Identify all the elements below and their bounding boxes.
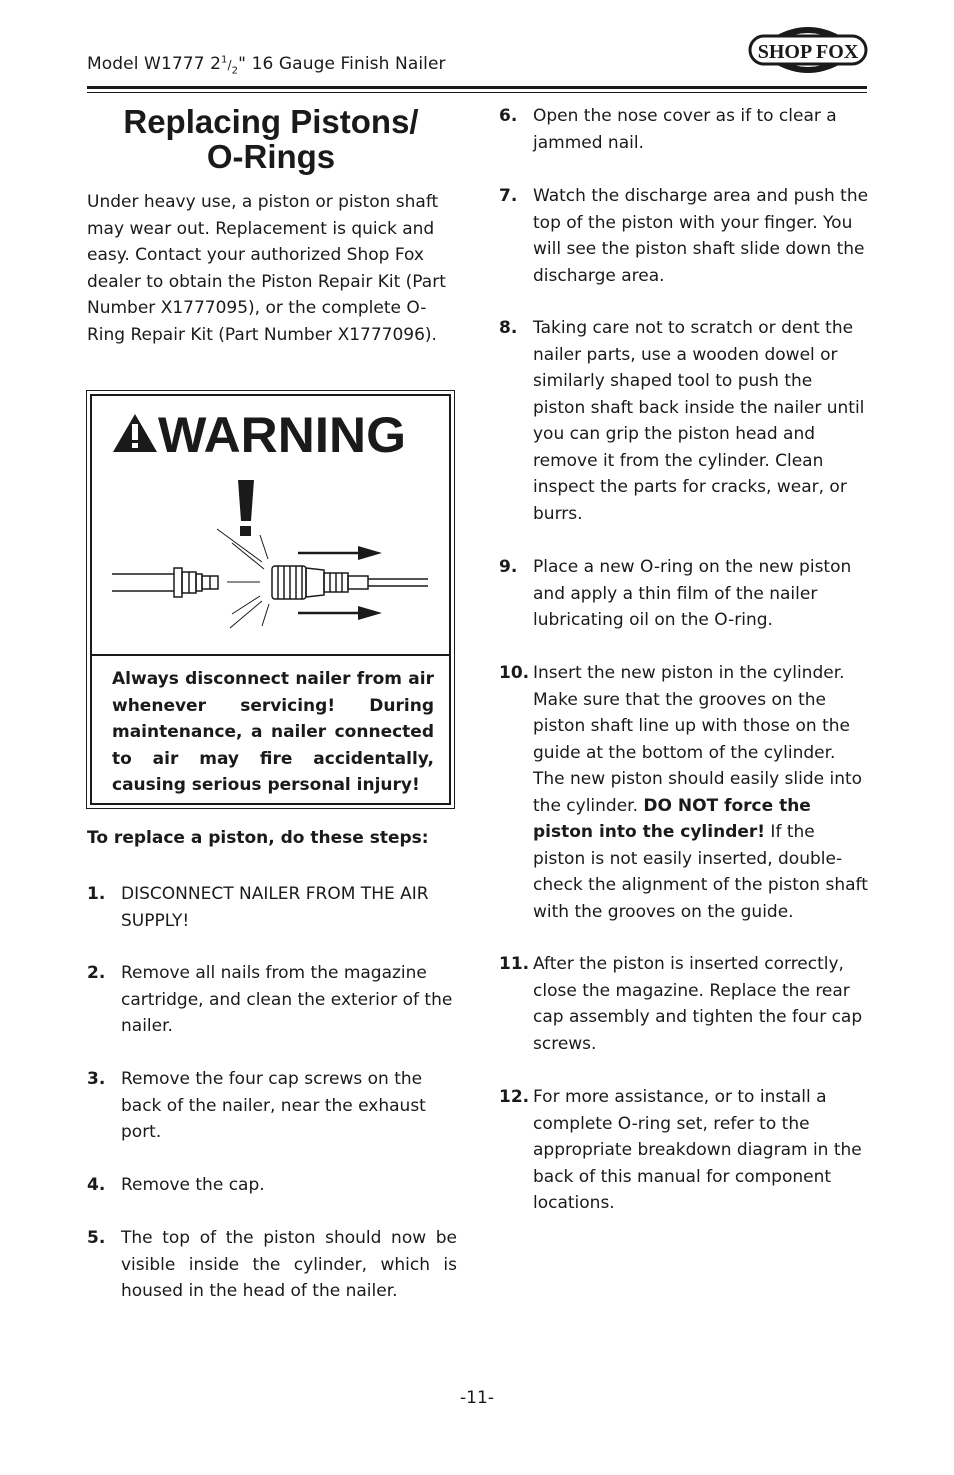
- warning-inner-frame: [90, 394, 451, 805]
- step-text: Remove all nails from the magazine cartridge, and clean the exterior of the nailer.: [121, 963, 453, 1036]
- list-item: [499, 1084, 869, 1219]
- impact-lines: [217, 529, 269, 628]
- step-text: [533, 660, 869, 925]
- list-item: [499, 183, 869, 291]
- step-number: 6.: [499, 106, 518, 126]
- list-item: [499, 315, 869, 529]
- warning-triangle-icon: [113, 414, 157, 452]
- step-number: 4.: [87, 1175, 106, 1195]
- step-text: After the piston is inserted correctly, close the magazine. Replace the rear cap assembly and tighten the four cap screws.: [533, 954, 863, 1054]
- warning-title: WARNING: [158, 407, 406, 463]
- list-item: [87, 881, 457, 936]
- step-number: 11.: [499, 954, 530, 974]
- list-item: [87, 1225, 457, 1307]
- section-title: [87, 104, 455, 174]
- list-item: [87, 1066, 457, 1148]
- step-text-part: If the piston is not easily inserted, double-check the alignment of the piston shaft with the grooves on the guide.: [533, 822, 868, 922]
- header-fraction-slash: /: [227, 58, 232, 72]
- step-number: 1.: [87, 884, 106, 904]
- title-line-1: Replacing Pistons/: [123, 103, 419, 140]
- step-number: 2.: [87, 963, 106, 983]
- header-fraction-den: 2: [231, 65, 239, 77]
- step-text: Taking care not to scratch or dent the nailer parts, use a wooden dowel or similarly shaped tool to push the piston shaft back inside the nailer until you can grip the piston head and remove it from the cylinder. Clean inspect the parts for cracks, wear, or burrs.: [533, 318, 865, 524]
- step-text: Remove the cap.: [121, 1175, 265, 1195]
- exclamation-icon: [238, 480, 254, 536]
- step-number: 10.: [499, 663, 530, 683]
- step-text-part: Insert the new piston in the cylinder. Make sure that the grooves on the piston shaft line up with those on the guide at the bottom of the cylinder. The new piston should easily slide into the cylinder.: [533, 663, 863, 816]
- warning-divider: [92, 654, 449, 656]
- step-number: 8.: [499, 318, 518, 338]
- arrow-right-icon: [298, 546, 382, 620]
- step-number: 5.: [87, 1228, 106, 1248]
- list-item: [499, 660, 869, 927]
- warning-illustration: [92, 396, 451, 654]
- step-number: 12.: [499, 1087, 530, 1107]
- step-number: 7.: [499, 186, 518, 206]
- list-item: [499, 951, 869, 1059]
- air-hose-male-plug-icon: [112, 568, 218, 597]
- step-text: For more assistance, or to install a complete O-ring set, refer to the appropriate breakdown diagram in the back of this manual for component locations.: [533, 1087, 862, 1213]
- step-text: DISCONNECT NAILER FROM THE AIR SUPPLY!: [121, 884, 429, 931]
- step-text: Place a new O-ring on the new piston and apply a thin film of the nailer lubricating oil on the O-ring.: [533, 557, 852, 630]
- title-line-2: O-Rings: [206, 138, 336, 175]
- step-number: 9.: [499, 557, 518, 577]
- header-rule-thin: [87, 92, 867, 93]
- warning-message: Always disconnect nailer from air whenever servicing! During maintenance, a nailer connected to air may fire accidentally, causing serious personal injury!: [112, 669, 434, 795]
- list-item: [499, 103, 869, 158]
- header-rule-thick: [87, 86, 867, 89]
- header-model: Model W1777 2: [87, 54, 222, 74]
- step-text: Watch the discharge area and push the top of the piston with your finger. You will see the piston shaft slide down the discharge area.: [533, 186, 869, 286]
- page-number: -11-: [460, 1388, 494, 1408]
- step-text-emphasis: DO NOT force the piston into the cylinder!: [533, 795, 811, 842]
- air-coupler-icon: [272, 566, 428, 599]
- warning-box: [86, 390, 455, 809]
- steps-heading: To replace a piston, do these steps:: [87, 828, 429, 848]
- header-product: " 16 Gauge Finish Nailer: [238, 54, 446, 74]
- header-fraction-num: 1: [221, 54, 228, 66]
- intro-paragraph: Under heavy use, a piston or piston shaft may wear out. Replacement is quick and easy. Contact your authorized Shop Fox dealer to obtain the Piston Repair Kit (Part Number X1777095), or the complete O-Ring Repair Kit (Part Number X1777096).: [87, 192, 446, 345]
- step-text: Remove the four cap screws on the back of the nailer, near the exhaust port.: [121, 1069, 426, 1142]
- step-text: Open the nose cover as if to clear a jammed nail.: [533, 106, 837, 153]
- step-text: The top of the piston should now be visible inside the cylinder, which is housed in the head of the nailer.: [121, 1228, 457, 1301]
- logo-text: SHOP FOX: [757, 41, 859, 63]
- running-header: [87, 54, 446, 76]
- list-item: [499, 554, 869, 636]
- list-item: [87, 960, 457, 1042]
- list-item: [87, 1172, 457, 1200]
- step-number: 3.: [87, 1069, 106, 1089]
- shop-fox-logo: [748, 24, 868, 76]
